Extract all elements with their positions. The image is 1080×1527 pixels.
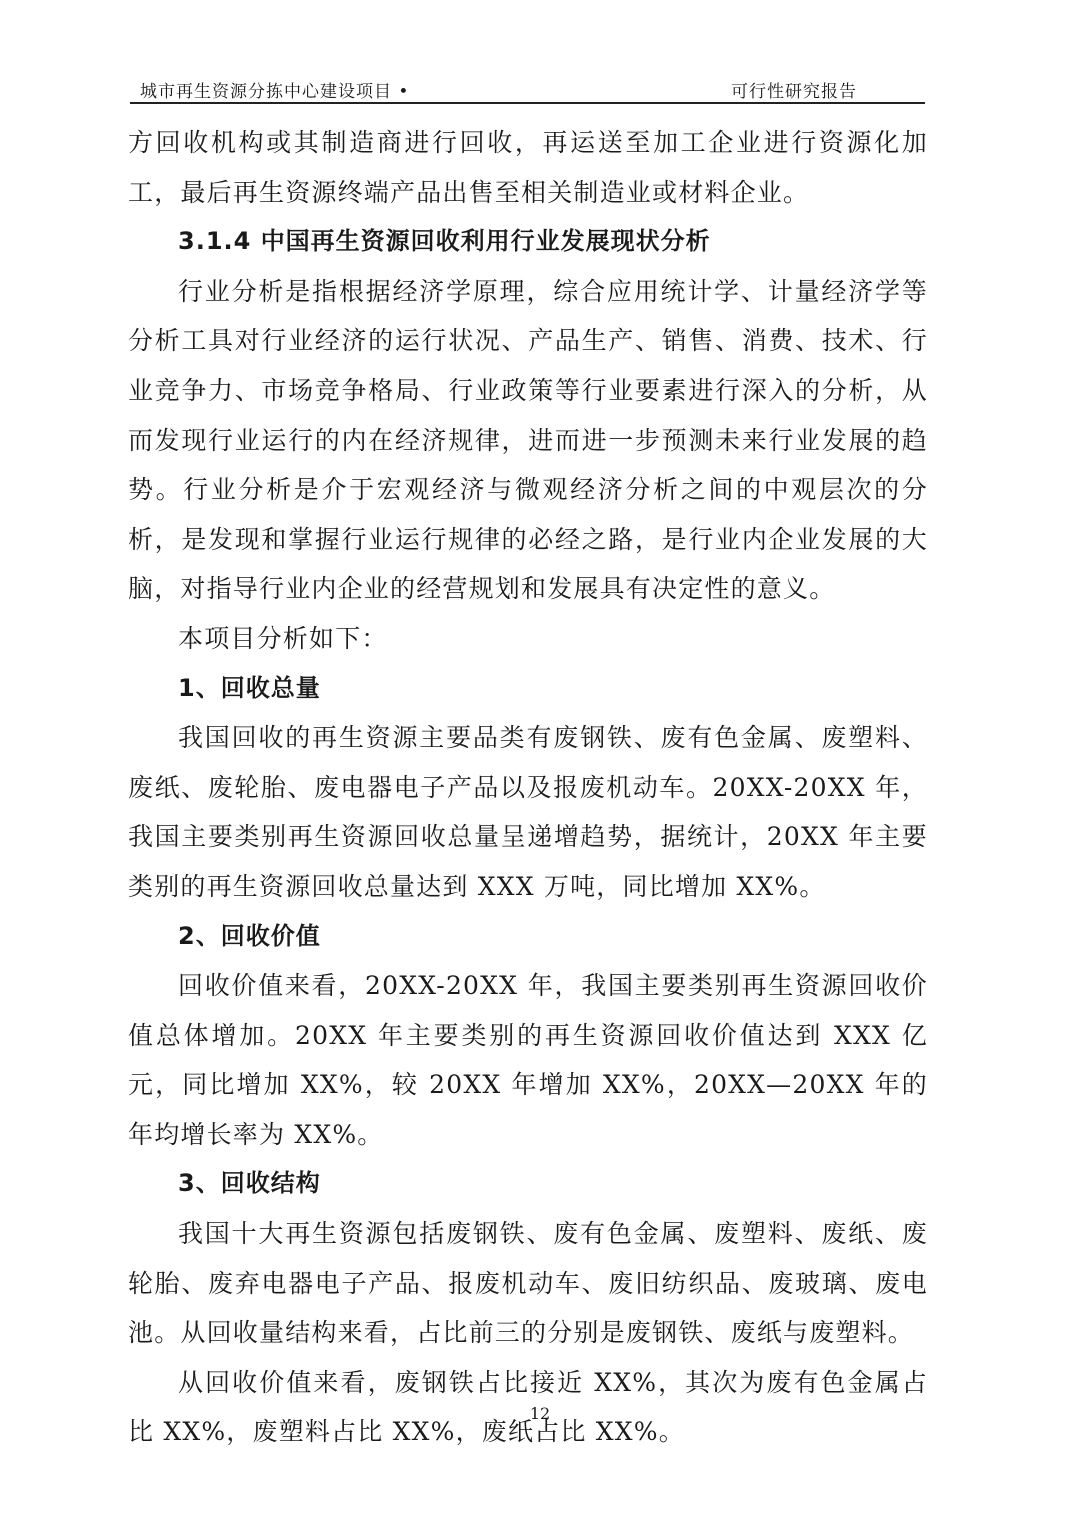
document-body — [128, 118, 928, 1457]
paragraph-industry-analysis: 行业分析是指根据经济学原理，综合应用统计学、计量经济学等分析工具对行业经济的运行状况、产品生产、销售、消费、技术、行业竞争力、市场竞争格局、行业政策等行业要素进行深入的分析，从而发现行业运行的内在经济规律，进而进一步预测未来行业发展的趋势。行业分析是介于宏观经济与微观经济分析之间的中观层次的分析，是发现和掌握行业运行规律的必经之路，是行业内企业发展的大脑，对指导行业内企业的经营规划和发展具有决定性的意义。 — [128, 276, 928, 604]
page-number: 12 — [529, 1404, 551, 1423]
section-heading-3-1-4: 3.1.4 中国再生资源回收利用行业发展现状分析 — [178, 227, 711, 256]
subheading-recovery-value: 2、回收价值 — [178, 921, 321, 950]
paragraph-total-recovery: 我国回收的再生资源主要品类有废钢铁、废有色金属、废塑料、废纸、废轮胎、废电器电子产品以及报废机动车。20XX-20XX 年，我国主要类别再生资源回收总量呈递增趋势，据统计，20XX 年主要类别的再生资源回收总量达到 XXX 万吨，同比增加 XX%。 — [128, 723, 928, 901]
header-project-title: 城市再生资源分拣中心建设项目 • — [140, 82, 410, 102]
paragraph-analysis-intro: 本项目分析如下： — [178, 623, 388, 653]
paragraph-continuation: 方回收机构或其制造商进行回收，再运送至加工企业进行资源化加工，最后再生资源终端产品出售至相关制造业或材料企业。 — [128, 128, 928, 207]
paragraph-value-share: 从回收价值来看，废钢铁占比接近 XX%，其次为废有色金属占比 XX%，废塑料占比 XX%，废纸占比 XX%。 — [128, 1367, 928, 1447]
paragraph-recovery-structure: 我国十大再生资源包括废钢铁、废有色金属、废塑料、废纸、废轮胎、废弃电器电子产品、报废机动车、废旧纺织品、废玻璃、废电池。从回收量结构来看，占比前三的分别是废钢铁、废纸与废塑料。 — [128, 1219, 928, 1348]
header-report-type: 可行性研究报告 — [731, 82, 857, 102]
subheading-total-recovery: 1、回收总量 — [178, 673, 321, 702]
paragraph-recovery-value: 回收价值来看，20XX-20XX 年，我国主要类别再生资源回收价值总体增加。20XX 年主要类别的再生资源回收价值达到 XXX 亿元，同比增加 XX%，较 20XX 年增加 XX%，20XX—20XX 年的年均增长率为 XX%。 — [128, 971, 928, 1149]
subheading-recovery-structure: 3、回收结构 — [178, 1169, 321, 1198]
page-header — [130, 74, 925, 104]
